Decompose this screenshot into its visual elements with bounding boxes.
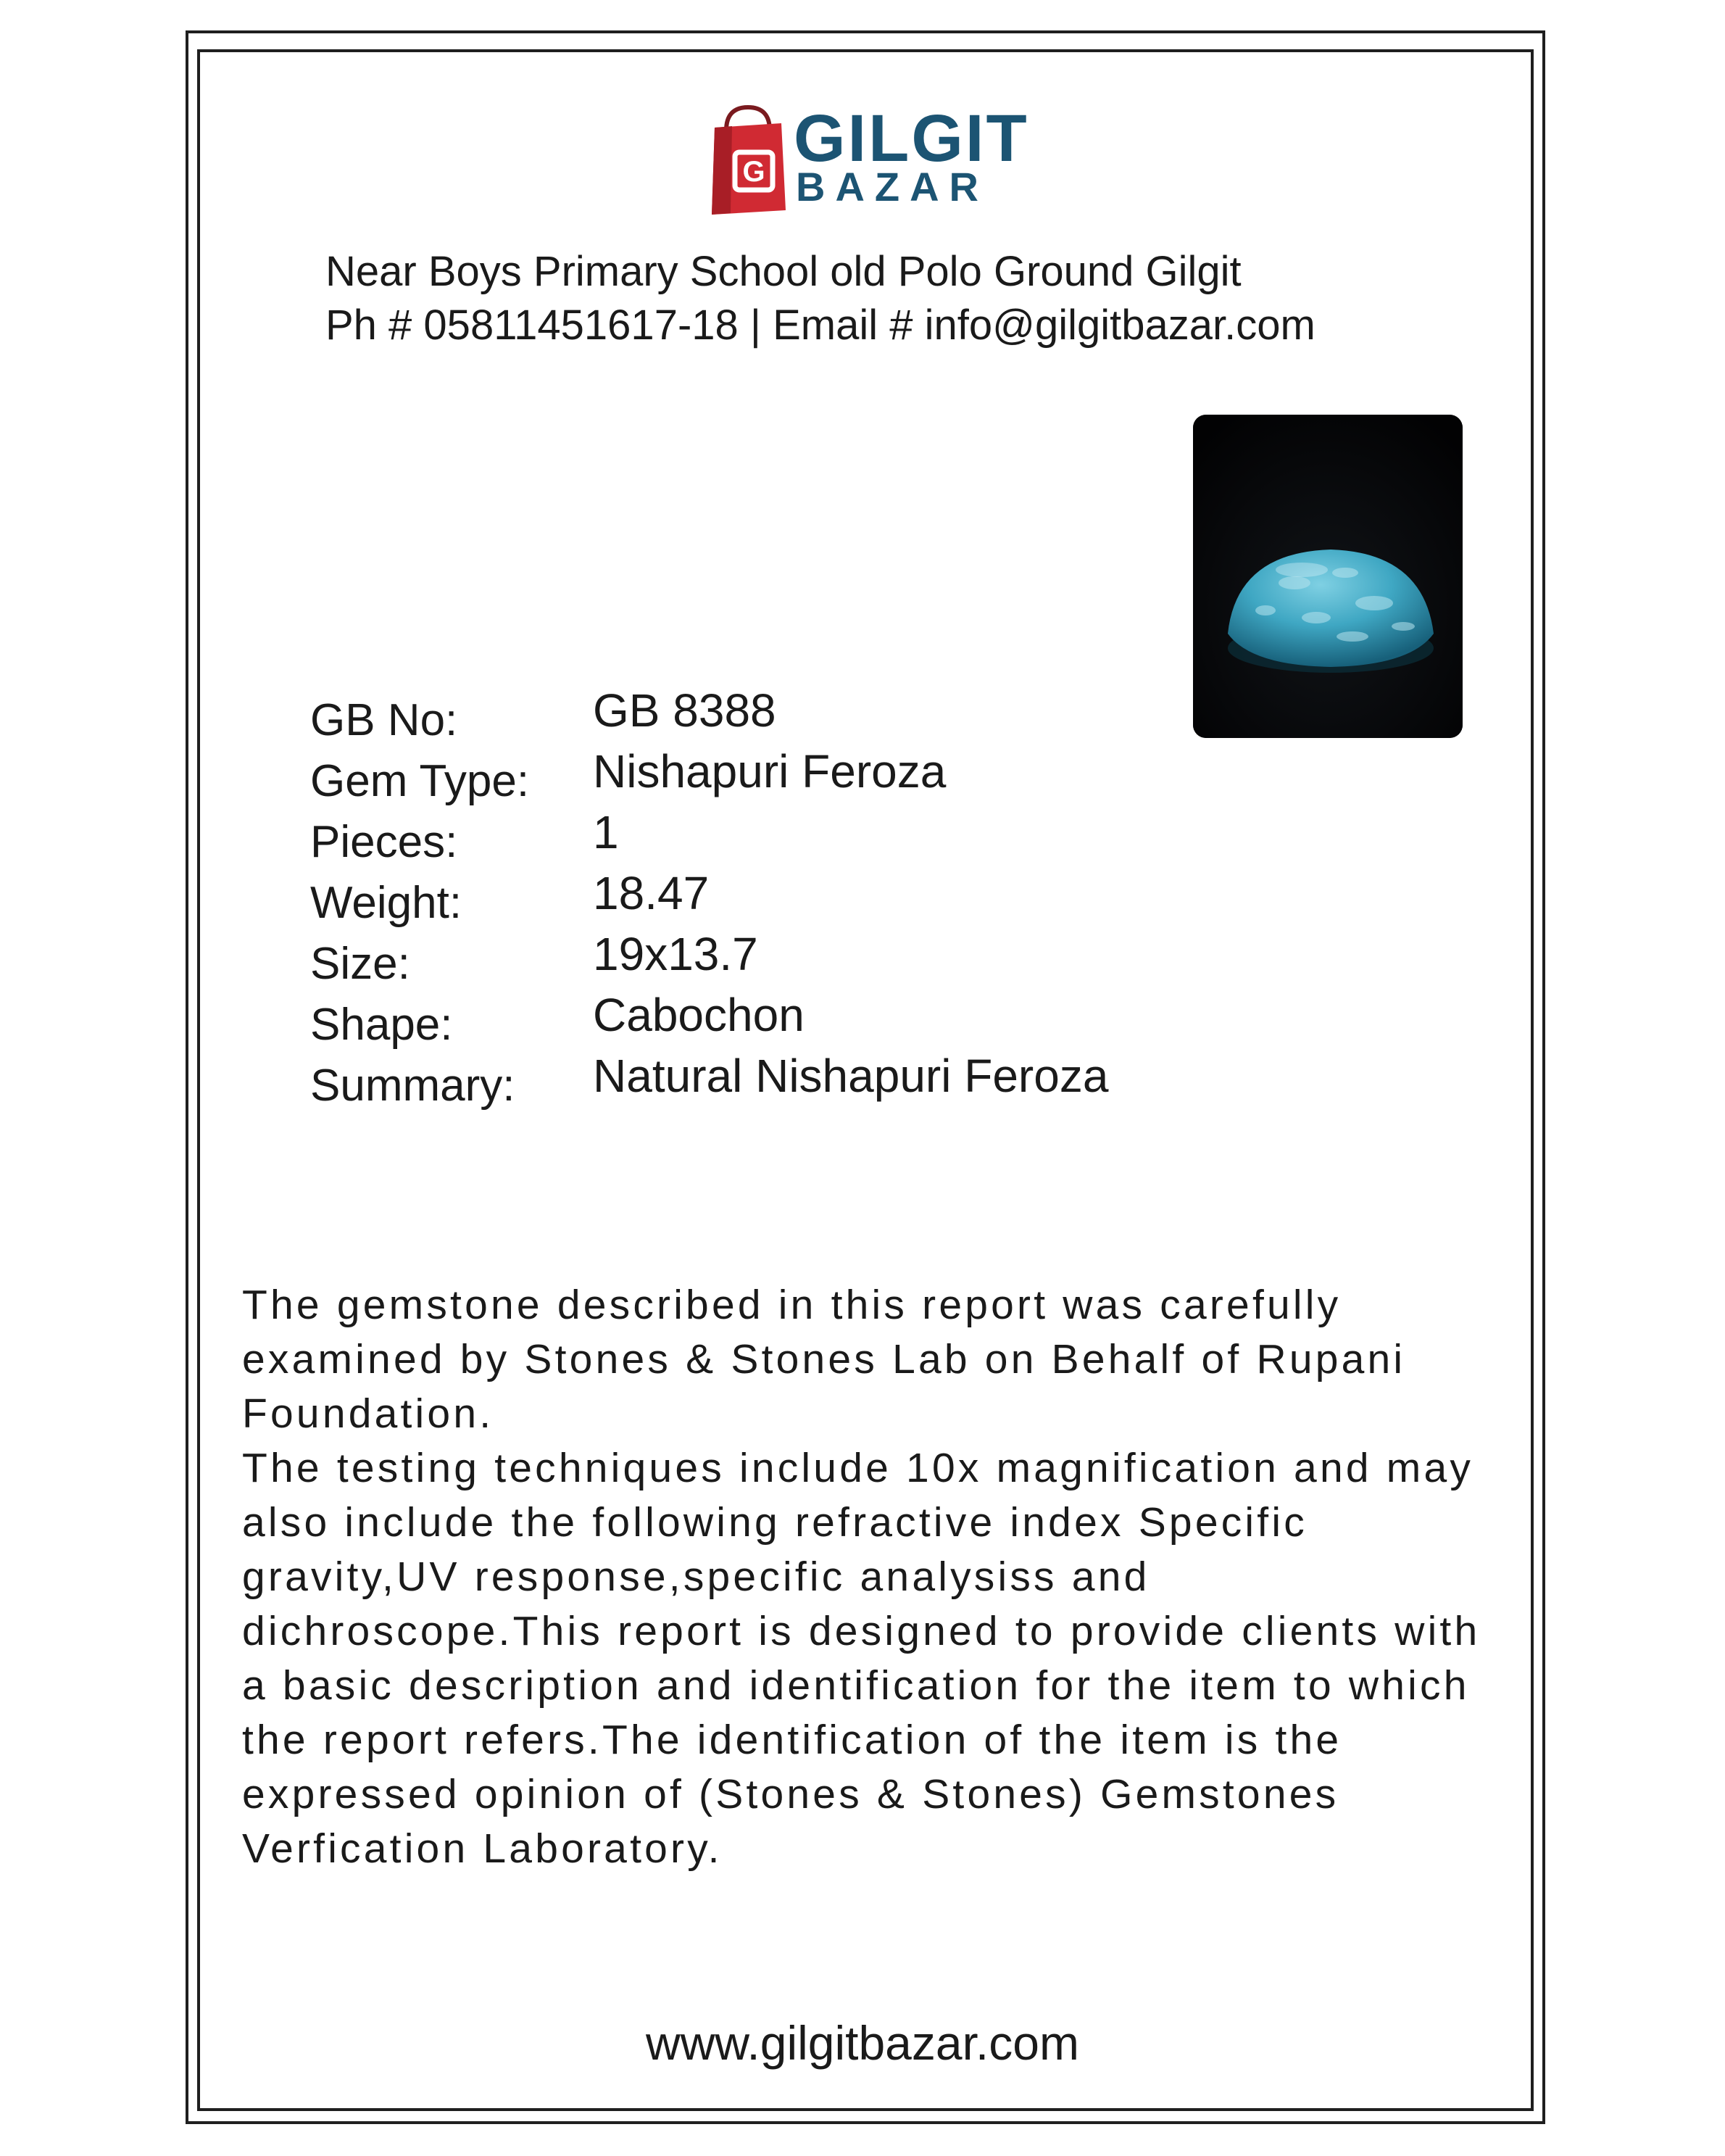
website-url: www.gilgitbazar.com [646, 2016, 1079, 2070]
spec-label: GB No: [310, 695, 458, 745]
spec-label: Summary: [310, 1061, 515, 1111]
spec-value: Natural Nishapuri Feroza [593, 1050, 1109, 1102]
spec-label: Weight: [310, 878, 462, 928]
spec-value: 18.47 [593, 867, 710, 919]
spec-label: Shape: [310, 1000, 453, 1050]
lab-disclaimer [242, 1278, 1518, 1876]
disclaimer-paragraph-2: The testing techniques include 10x magnification and may also include the following refractive index Specific gravity,UV response,specific analysiss and dichroscope.This report is designed to provide clients with a basic description and identification for the item to which the report refers.The identification of the item is the expressed opinion of (Stones & Stones) Gemstones Verfication Laboratory. [242, 1445, 1481, 1872]
turquoise-cabochon-icon [1193, 415, 1463, 738]
shopping-bag-icon [712, 107, 786, 215]
spec-value: GB 8388 [593, 684, 776, 737]
spec-label: Size: [310, 939, 410, 989]
spec-value: 19x13.7 [593, 928, 758, 980]
svg-text:G: G [742, 156, 765, 188]
disclaimer-paragraph-1: The gemstone described in this report was carefully examined by Stones & Stones Lab on Behalf of Rupani Foundation. [242, 1282, 1406, 1437]
spec-label: Gem Type: [310, 756, 530, 806]
spec-value: 1 [593, 806, 619, 858]
brand-name-bazar: BAZAR [796, 164, 989, 210]
store-address: Near Boys Primary School old Polo Ground Gilgit [325, 248, 1242, 295]
store-contact: Ph # 05811451617-18 | Email # info@gilgitbazar.com [325, 302, 1315, 349]
spec-value: Nishapuri Feroza [593, 745, 947, 797]
gemstone-photo [1193, 415, 1463, 738]
store-address-block [325, 245, 1315, 352]
spec-label: Pieces: [310, 817, 458, 867]
brand-name-gilgit: GILGIT [794, 101, 1029, 175]
spec-value: Cabochon [593, 989, 805, 1041]
